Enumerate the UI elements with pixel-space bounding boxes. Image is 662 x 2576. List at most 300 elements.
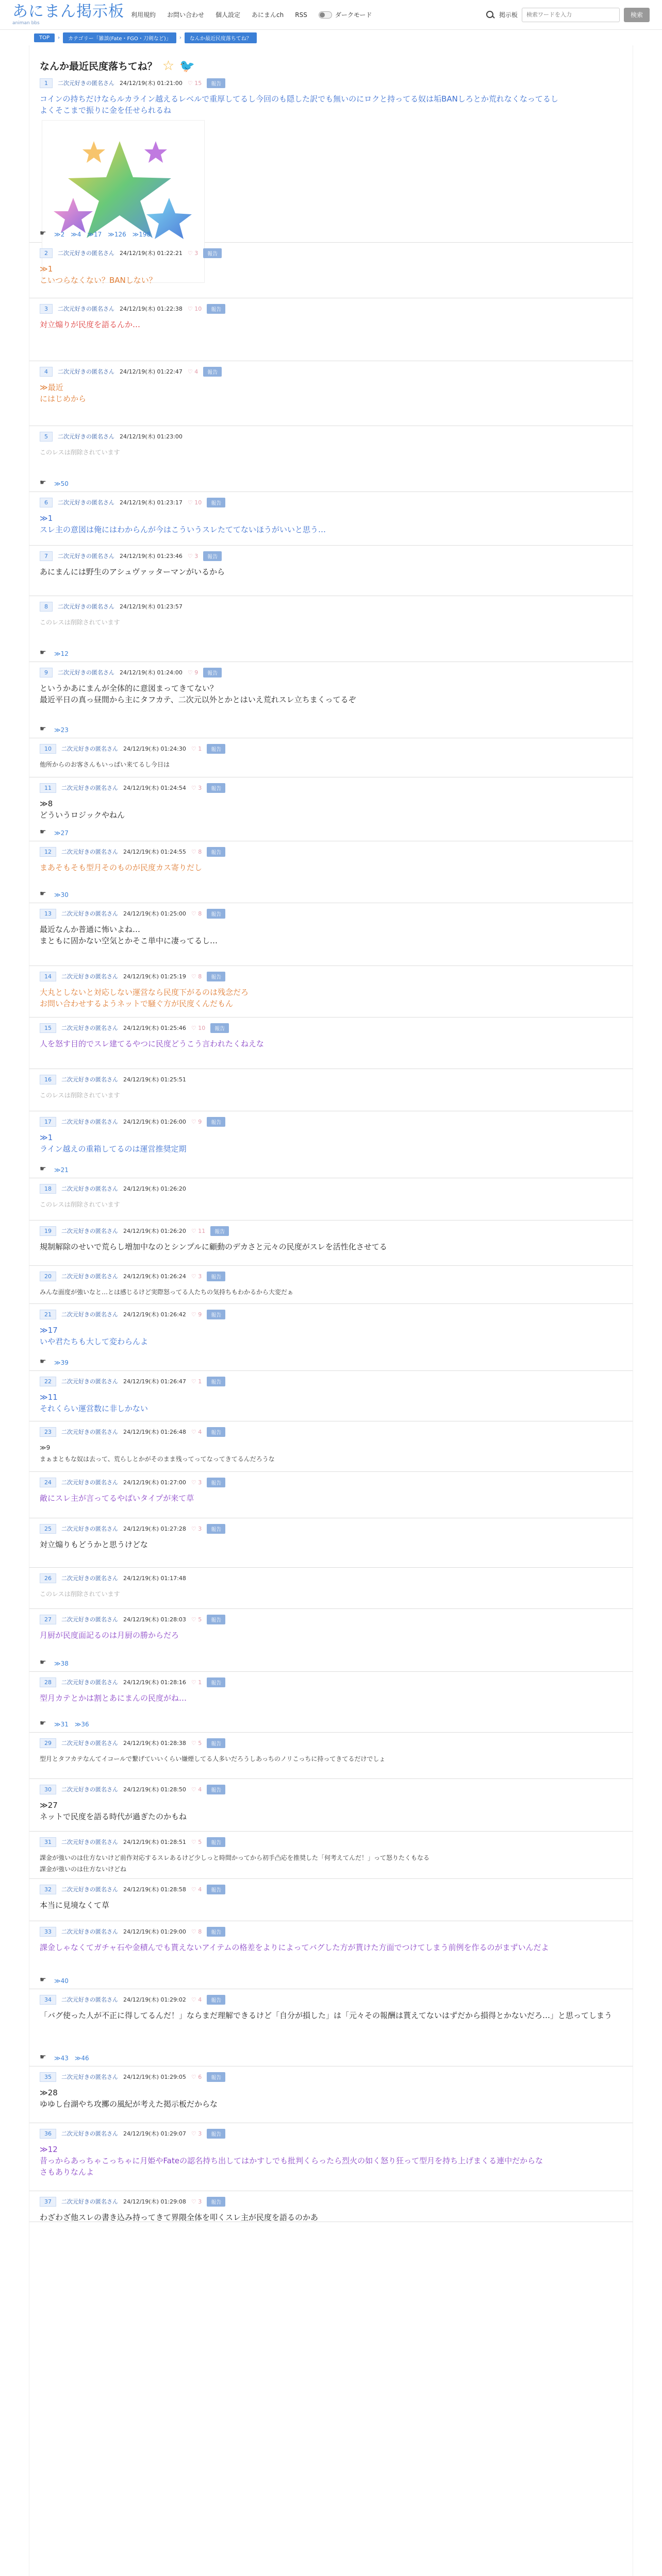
post-body: ≫27 ネットで民度を語る時代が過ぎたのかもね [40, 1801, 187, 1821]
post-number[interactable]: 10 [40, 744, 56, 754]
post-date: 24/12/19(木) 01:26:24 [123, 1273, 186, 1280]
post [29, 426, 633, 492]
like-count[interactable] [191, 1679, 202, 1686]
post-number[interactable]: 22 [40, 1377, 56, 1386]
heart-icon: ♡ [191, 1739, 198, 1747]
post-body: 敵にスレ主が言ってるやばいタイプが来て草 [40, 1494, 194, 1503]
poster-name: 二次元好きの匿名さん [58, 433, 114, 440]
poster-name: 二次元好きの匿名さん [61, 745, 118, 752]
post-body: 課金が強いのは仕方ないけど前作対応するスレあるけど少しっと時間かってから初手凸応を推奨した「何考えてんだ！」って怒りたくもなる 課金が強いのは仕方ないけどね [40, 1854, 430, 1873]
post-number[interactable]: 19 [40, 1226, 56, 1236]
breadcrumb-thread[interactable]: なんか最近民度落ちてね？ [185, 32, 257, 43]
report-button[interactable]: 報告 [207, 909, 225, 919]
poster-name: 二次元好きの匿名さん [61, 1273, 118, 1280]
post-number[interactable]: 27 [40, 1615, 56, 1624]
like-count[interactable] [191, 1118, 202, 1125]
post [29, 1178, 633, 1221]
reply-hand-icon [40, 830, 48, 836]
post-body: このレスは削除されています [40, 449, 120, 456]
reply-link[interactable]: ≫17 [87, 231, 102, 238]
post-body: 月厨が民度面記るのは月厨の勝からだろ [40, 1631, 179, 1640]
post-body: 他所からのお客さんもいっぱい来てるし今日は [40, 761, 170, 768]
post-meta [40, 742, 622, 755]
post-meta [40, 77, 622, 89]
post-date: 24/12/19(木) 01:29:08 [123, 2198, 186, 2205]
like-count[interactable] [191, 1273, 202, 1280]
nav-contact[interactable]: お問い合わせ [167, 11, 205, 19]
thread-main [29, 45, 633, 2576]
like-number: 9 [198, 1311, 202, 1318]
like-count[interactable] [188, 669, 198, 676]
post [29, 738, 633, 777]
like-count[interactable] [191, 1886, 202, 1893]
post-body: ≫1 スレ主の意図は俺にはわからんが今はこういうスレたててないほうがいいと思う… [40, 514, 326, 534]
post [29, 1779, 633, 1832]
post-body: わざわざ他スレの書き込み持ってきて界隈全体を叩くスレ主が民度を語るのかあ [40, 2213, 319, 2222]
post-date: 24/12/19(木) 01:26:20 [123, 1228, 186, 1234]
post-number[interactable]: 18 [40, 1184, 56, 1194]
reply-link[interactable]: ≫36 [74, 1721, 89, 1728]
like-number: 10 [198, 1024, 206, 1031]
post-number[interactable]: 25 [40, 1524, 56, 1534]
star-icon[interactable]: ☆ [162, 58, 175, 74]
nav-rss[interactable]: RSS [295, 11, 307, 19]
like-count[interactable] [188, 368, 198, 375]
like-count[interactable] [191, 1311, 202, 1318]
post-number[interactable]: 5 [40, 432, 53, 442]
poster-name: 二次元好きの匿名さん [58, 499, 114, 506]
reply-hand-icon [40, 231, 48, 238]
post-meta [40, 1308, 622, 1320]
post-meta [40, 1182, 622, 1195]
post [29, 1421, 633, 1472]
post-date: 24/12/19(木) 01:29:02 [123, 1996, 186, 2003]
reply-hand-icon [40, 727, 48, 733]
like-number: 9 [198, 1118, 202, 1125]
post-number[interactable]: 4 [40, 367, 53, 377]
heart-icon: ♡ [191, 1616, 198, 1623]
like-number: 6 [198, 2073, 202, 2080]
like-number: 8 [198, 1928, 202, 1935]
reply-links [40, 231, 151, 238]
poster-name: 二次元好きの匿名さん [58, 368, 114, 375]
report-button[interactable]: 報告 [207, 1272, 225, 1281]
post [29, 2123, 633, 2191]
like-count[interactable] [191, 2074, 202, 2080]
heart-icon: ♡ [191, 2073, 198, 2080]
heart-icon: ♡ [191, 973, 198, 980]
reply-links [40, 1359, 69, 1366]
like-number: 3 [198, 1273, 202, 1280]
like-number: 3 [198, 784, 202, 791]
like-count[interactable] [191, 1996, 202, 2003]
search-area [486, 8, 650, 22]
report-button[interactable]: 報告 [207, 1310, 225, 1319]
heart-icon: ♡ [191, 784, 198, 791]
like-count[interactable] [191, 1526, 202, 1532]
reply-hand-icon [40, 1721, 48, 1727]
report-button[interactable]: 報告 [210, 1023, 229, 1033]
report-button[interactable]: 報告 [207, 2129, 225, 2139]
heart-icon: ♡ [191, 1786, 198, 1793]
heart-icon: ♡ [191, 1928, 198, 1935]
post-meta [40, 550, 622, 562]
heart-icon: ♡ [191, 848, 198, 855]
report-button[interactable]: 報告 [207, 2072, 225, 2082]
post-number[interactable]: 34 [40, 1995, 56, 2005]
post [29, 1304, 633, 1371]
post-number[interactable]: 37 [40, 2197, 56, 2207]
post [29, 1069, 633, 1111]
like-number: 15 [194, 79, 202, 87]
site-logo[interactable] [12, 4, 131, 26]
poster-name: 二次元好きの匿名さん [61, 1076, 118, 1083]
poster-name: 二次元好きの匿名さん [61, 1839, 118, 1845]
post-number[interactable]: 1 [40, 78, 53, 88]
post-meta [40, 1115, 622, 1128]
report-button[interactable]: 報告 [207, 847, 225, 857]
poster-name: 二次元好きの匿名さん [61, 1928, 118, 1935]
like-count[interactable] [188, 553, 198, 560]
like-count[interactable] [191, 1740, 202, 1747]
report-button[interactable]: 報告 [207, 1117, 225, 1127]
poster-name: 二次元好きの匿名さん [61, 1526, 118, 1532]
like-number: 10 [194, 499, 202, 506]
report-button[interactable]: 報告 [203, 248, 222, 258]
report-button[interactable]: 報告 [207, 1677, 225, 1687]
post-meta [40, 2127, 622, 2140]
post-date: 24/12/19(木) 01:29:05 [123, 2074, 186, 2080]
nav-settings[interactable]: 個人設定 [216, 11, 241, 19]
post [29, 298, 633, 361]
like-count[interactable] [191, 973, 202, 980]
heart-icon: ♡ [187, 552, 195, 560]
twitter-icon[interactable]: 🐦 [179, 58, 195, 73]
heart-icon: ♡ [187, 249, 195, 257]
reply-link[interactable]: ≫27 [54, 829, 69, 837]
post-meta [40, 2195, 622, 2208]
like-count[interactable] [188, 80, 202, 87]
post [29, 903, 633, 966]
poster-name: 二次元好きの匿名さん [58, 603, 114, 610]
post-number[interactable]: 9 [40, 668, 53, 677]
reply-link[interactable]: ≫30 [54, 891, 69, 899]
post-number[interactable]: 6 [40, 498, 53, 507]
post-body: 対立煽りもどうかと思うけどな [40, 1540, 148, 1549]
report-button[interactable]: 報告 [207, 1478, 225, 1487]
post-number[interactable]: 8 [40, 602, 53, 612]
post-date: 24/12/19(木) 01:24:55 [123, 849, 186, 855]
dark-mode-label: ダークモード [335, 11, 372, 19]
reply-links [40, 829, 69, 837]
post-body: 対立煽りが民度を語るんか… [40, 320, 141, 329]
report-button[interactable]: 報告 [207, 1377, 225, 1386]
like-count[interactable] [191, 1928, 202, 1935]
post-number[interactable]: 3 [40, 304, 53, 314]
post-meta [40, 247, 622, 259]
heart-icon: ♡ [191, 2198, 198, 2205]
report-button[interactable]: 報告 [207, 1995, 225, 2005]
like-count[interactable] [191, 1025, 205, 1031]
like-count[interactable] [191, 1839, 202, 1845]
post-number[interactable]: 12 [40, 847, 56, 857]
report-button[interactable]: 報告 [207, 744, 225, 754]
report-button[interactable]: 報告 [207, 1927, 225, 1937]
post [29, 1568, 633, 1609]
like-number: 8 [198, 848, 202, 855]
reply-hand-icon [40, 651, 48, 657]
post-meta [40, 1022, 622, 1034]
reply-hand-icon [40, 1360, 48, 1366]
poster-name: 二次元好きの匿名さん [61, 1479, 118, 1486]
post-meta [40, 970, 622, 982]
post-number[interactable]: 2 [40, 248, 53, 258]
report-button[interactable]: 報告 [207, 1524, 225, 1534]
reply-link[interactable]: ≫31 [54, 1721, 69, 1728]
post-number[interactable]: 28 [40, 1677, 56, 1687]
post-date: 24/12/19(木) 01:26:47 [123, 1378, 186, 1385]
reply-link[interactable]: ≫43 [54, 2055, 69, 2062]
post-date: 24/12/19(木) 01:22:38 [120, 306, 183, 312]
search-scope[interactable]: 掲示板 [499, 11, 518, 19]
like-count[interactable] [191, 1479, 202, 1486]
reply-link[interactable]: ≫4 [71, 231, 81, 238]
reply-link[interactable]: ≫40 [54, 1977, 69, 1985]
post-date: 24/12/19(木) 01:28:38 [123, 1740, 186, 1747]
like-count[interactable] [191, 745, 202, 752]
post-number[interactable]: 15 [40, 1023, 56, 1033]
like-number: 5 [198, 1616, 202, 1623]
reply-link[interactable]: ≫38 [54, 1660, 69, 1667]
post-date: 24/12/19(木) 01:24:30 [123, 745, 186, 752]
post-body: ≫最近 にはじめから [40, 383, 87, 403]
post-body: 本当に見境なくて草 [40, 1901, 110, 1910]
post-date: 24/12/19(木) 01:26:48 [123, 1429, 186, 1435]
reply-link[interactable]: ≫126 [108, 231, 126, 238]
poster-name: 二次元好きの匿名さん [61, 1429, 118, 1435]
reply-links [40, 2055, 89, 2062]
like-count[interactable] [191, 1429, 202, 1435]
reply-links [40, 1721, 89, 1728]
header-nav [131, 10, 372, 19]
reply-link[interactable]: ≫23 [54, 726, 69, 734]
report-button[interactable]: 報告 [207, 972, 225, 981]
search-button[interactable]: 検索 [624, 8, 650, 22]
report-button[interactable]: 報告 [203, 668, 222, 677]
like-count[interactable] [188, 250, 198, 257]
like-number: 3 [198, 1525, 202, 1532]
post-date: 24/12/19(木) 01:25:19 [123, 973, 186, 980]
report-button[interactable]: 報告 [203, 367, 222, 377]
breadcrumb [0, 30, 662, 45]
post-number[interactable]: 11 [40, 783, 56, 793]
like-count[interactable] [191, 1378, 202, 1385]
heart-icon: ♡ [191, 1679, 198, 1686]
post-number[interactable]: 16 [40, 1075, 56, 1084]
post-date: 24/12/19(木) 01:23:00 [120, 433, 183, 440]
post-body: みんな面度が強いなと…とは感じるけど実際怒ってる人たちの気持ちもわかるから大変だぁ [40, 1289, 294, 1296]
post-number[interactable]: 32 [40, 1885, 56, 1894]
post-body: 大丸としないと対応しない運営なら民度下がるのは残念だろ お問い合わせするようネットで騒ぐ方が民度くんだもん [40, 988, 249, 1008]
post-number[interactable]: 30 [40, 1785, 56, 1794]
reply-link[interactable]: ≫39 [54, 1359, 69, 1366]
heart-icon: ♡ [191, 2130, 198, 2137]
post-number[interactable]: 35 [40, 2072, 56, 2082]
post [29, 1266, 633, 1304]
report-button[interactable]: 報告 [207, 783, 225, 793]
like-count[interactable] [188, 306, 202, 312]
post-body: 「バグ使った人が不正に得してるんだ！」ならまだ理解できるけど「自分が損した」は「元々その報酬は貰えてないはずだから損得とかないだろ…」と思ってしまう [40, 2011, 613, 2020]
poster-name: 二次元好きの匿名さん [61, 849, 118, 855]
post-body: ≫9 まぁまともな奴は去って、荒らしとかがそのまま残ってってなってきてるんだろうな [40, 1444, 275, 1463]
post-body: このレスは削除されています [40, 619, 120, 626]
post-number[interactable]: 24 [40, 1478, 56, 1487]
post-date: 24/12/19(木) 01:26:42 [123, 1311, 186, 1318]
report-button[interactable]: 報告 [207, 1427, 225, 1437]
post-body: あにまんには野生のアシュヴァッターマンがいるから [40, 567, 225, 577]
post-meta [40, 302, 622, 315]
dark-mode-toggle[interactable] [319, 10, 372, 19]
post-body: このレスは削除されています [40, 1201, 120, 1208]
like-number: 4 [198, 1886, 202, 1893]
nav-terms[interactable]: 利用規約 [131, 11, 156, 19]
poster-name: 二次元好きの匿名さん [61, 1025, 118, 1031]
post-body: 型月カテとかは割とあにまんの民度がね… [40, 1693, 187, 1703]
like-number: 10 [194, 305, 202, 312]
report-button[interactable]: 報告 [203, 551, 222, 561]
report-button[interactable]: 報告 [207, 2197, 225, 2207]
post-number[interactable]: 21 [40, 1310, 56, 1319]
report-button[interactable]: 報告 [207, 1885, 225, 1894]
post-meta [40, 1737, 622, 1749]
reply-hand-icon [40, 1660, 48, 1667]
reply-links [40, 1166, 69, 1174]
like-count[interactable] [191, 2130, 202, 2137]
post-meta [40, 1073, 622, 1086]
report-button[interactable]: 報告 [207, 1785, 225, 1794]
post-number[interactable]: 26 [40, 1573, 56, 1583]
post-number[interactable]: 29 [40, 1738, 56, 1748]
post-number[interactable]: 31 [40, 1837, 56, 1847]
heart-icon: ♡ [187, 669, 195, 676]
poster-name: 二次元好きの匿名さん [58, 250, 114, 257]
like-number: 5 [198, 1838, 202, 1845]
report-button[interactable]: 報告 [207, 1738, 225, 1748]
nav-animanch[interactable]: あにまんch [252, 11, 284, 19]
poster-name: 二次元好きの匿名さん [61, 785, 118, 791]
like-number: 3 [198, 1479, 202, 1486]
poster-name: 二次元好きの匿名さん [61, 1740, 118, 1747]
like-count[interactable] [191, 1786, 202, 1793]
chevron-right-icon: › [58, 35, 60, 41]
post [29, 1989, 633, 2066]
post [29, 546, 633, 596]
post [29, 2066, 633, 2123]
report-button[interactable]: 報告 [207, 1615, 225, 1624]
like-count[interactable] [191, 910, 202, 917]
post-number[interactable]: 33 [40, 1927, 56, 1937]
post-meta [40, 1476, 622, 1488]
heart-icon: ♡ [191, 1838, 198, 1845]
reply-links [40, 891, 69, 899]
post-number[interactable]: 7 [40, 551, 53, 561]
reply-link[interactable]: ≫198 [132, 231, 151, 238]
post-meta [40, 496, 622, 509]
like-count[interactable] [191, 2198, 202, 2205]
reply-links [40, 1977, 69, 1985]
search-input[interactable] [522, 8, 620, 22]
like-count[interactable] [191, 1228, 205, 1234]
post-meta [40, 1522, 622, 1535]
post-number[interactable]: 17 [40, 1117, 56, 1127]
toggle-switch[interactable] [319, 11, 332, 19]
like-number: 4 [198, 1786, 202, 1793]
post-body: ≫1 ライン越えの重箱してるのは運営推奨定期 [40, 1133, 187, 1154]
post-date: 24/12/19(木) 01:21:00 [120, 80, 183, 87]
post [29, 1921, 633, 1989]
poster-name: 二次元好きの匿名さん [61, 973, 118, 980]
post-meta [40, 907, 622, 920]
report-button[interactable]: 報告 [207, 498, 225, 507]
post-number[interactable]: 13 [40, 909, 56, 919]
heart-icon: ♡ [191, 910, 198, 917]
post-number[interactable]: 20 [40, 1272, 56, 1281]
report-button[interactable]: 報告 [207, 304, 225, 314]
thread-title: なんか最近民度落ちてね？ [40, 61, 157, 72]
breadcrumb-top[interactable]: TOP [34, 33, 55, 42]
post-body: 規制解除のせいで荒らし増加中なのとシンプルに顧動のデカさと元々の民度がスレを活性化させてる [40, 1242, 387, 1251]
reply-link[interactable]: ≫2 [54, 231, 65, 238]
post-date: 24/12/19(木) 01:25:00 [123, 910, 186, 917]
reply-link[interactable]: ≫12 [54, 650, 69, 657]
heart-icon: ♡ [191, 1996, 198, 2003]
post-date: 24/12/19(木) 01:26:20 [123, 1185, 186, 1192]
report-button[interactable]: 報告 [207, 78, 225, 88]
like-count[interactable] [191, 785, 202, 791]
post-number[interactable]: 36 [40, 2129, 56, 2139]
reply-links [40, 726, 69, 734]
poster-name: 二次元好きの匿名さん [61, 1118, 118, 1125]
thread-header [29, 45, 633, 73]
post-date: 24/12/19(木) 01:29:00 [123, 1928, 186, 1935]
post-body: ≫8 どういうロジックやねん [40, 799, 125, 820]
post-number[interactable]: 14 [40, 972, 56, 981]
like-count[interactable] [191, 1616, 202, 1623]
heart-icon: ♡ [191, 1428, 198, 1435]
reply-link[interactable]: ≫46 [74, 2055, 89, 2062]
like-count[interactable] [191, 849, 202, 855]
reply-link[interactable]: ≫50 [54, 480, 69, 487]
post-number[interactable]: 23 [40, 1427, 56, 1437]
like-number: 8 [198, 910, 202, 917]
post [29, 1879, 633, 1921]
chevron-right-icon: › [179, 35, 181, 41]
reply-hand-icon [40, 2055, 48, 2061]
search-icon [486, 10, 495, 20]
heart-icon: ♡ [191, 1378, 198, 1385]
post [29, 361, 633, 426]
report-button[interactable]: 報告 [210, 1226, 229, 1236]
reply-link[interactable]: ≫21 [54, 1166, 69, 1174]
heart-icon: ♡ [187, 305, 195, 312]
breadcrumb-category[interactable]: カテゴリー「雑談(Fate・FGO・刀剣など)」 [63, 32, 176, 43]
reply-hand-icon [40, 1978, 48, 1984]
report-button[interactable]: 報告 [207, 1837, 225, 1847]
like-count[interactable] [188, 499, 202, 506]
post-meta [40, 1375, 622, 1387]
post [29, 1018, 633, 1069]
post [29, 1672, 633, 1733]
